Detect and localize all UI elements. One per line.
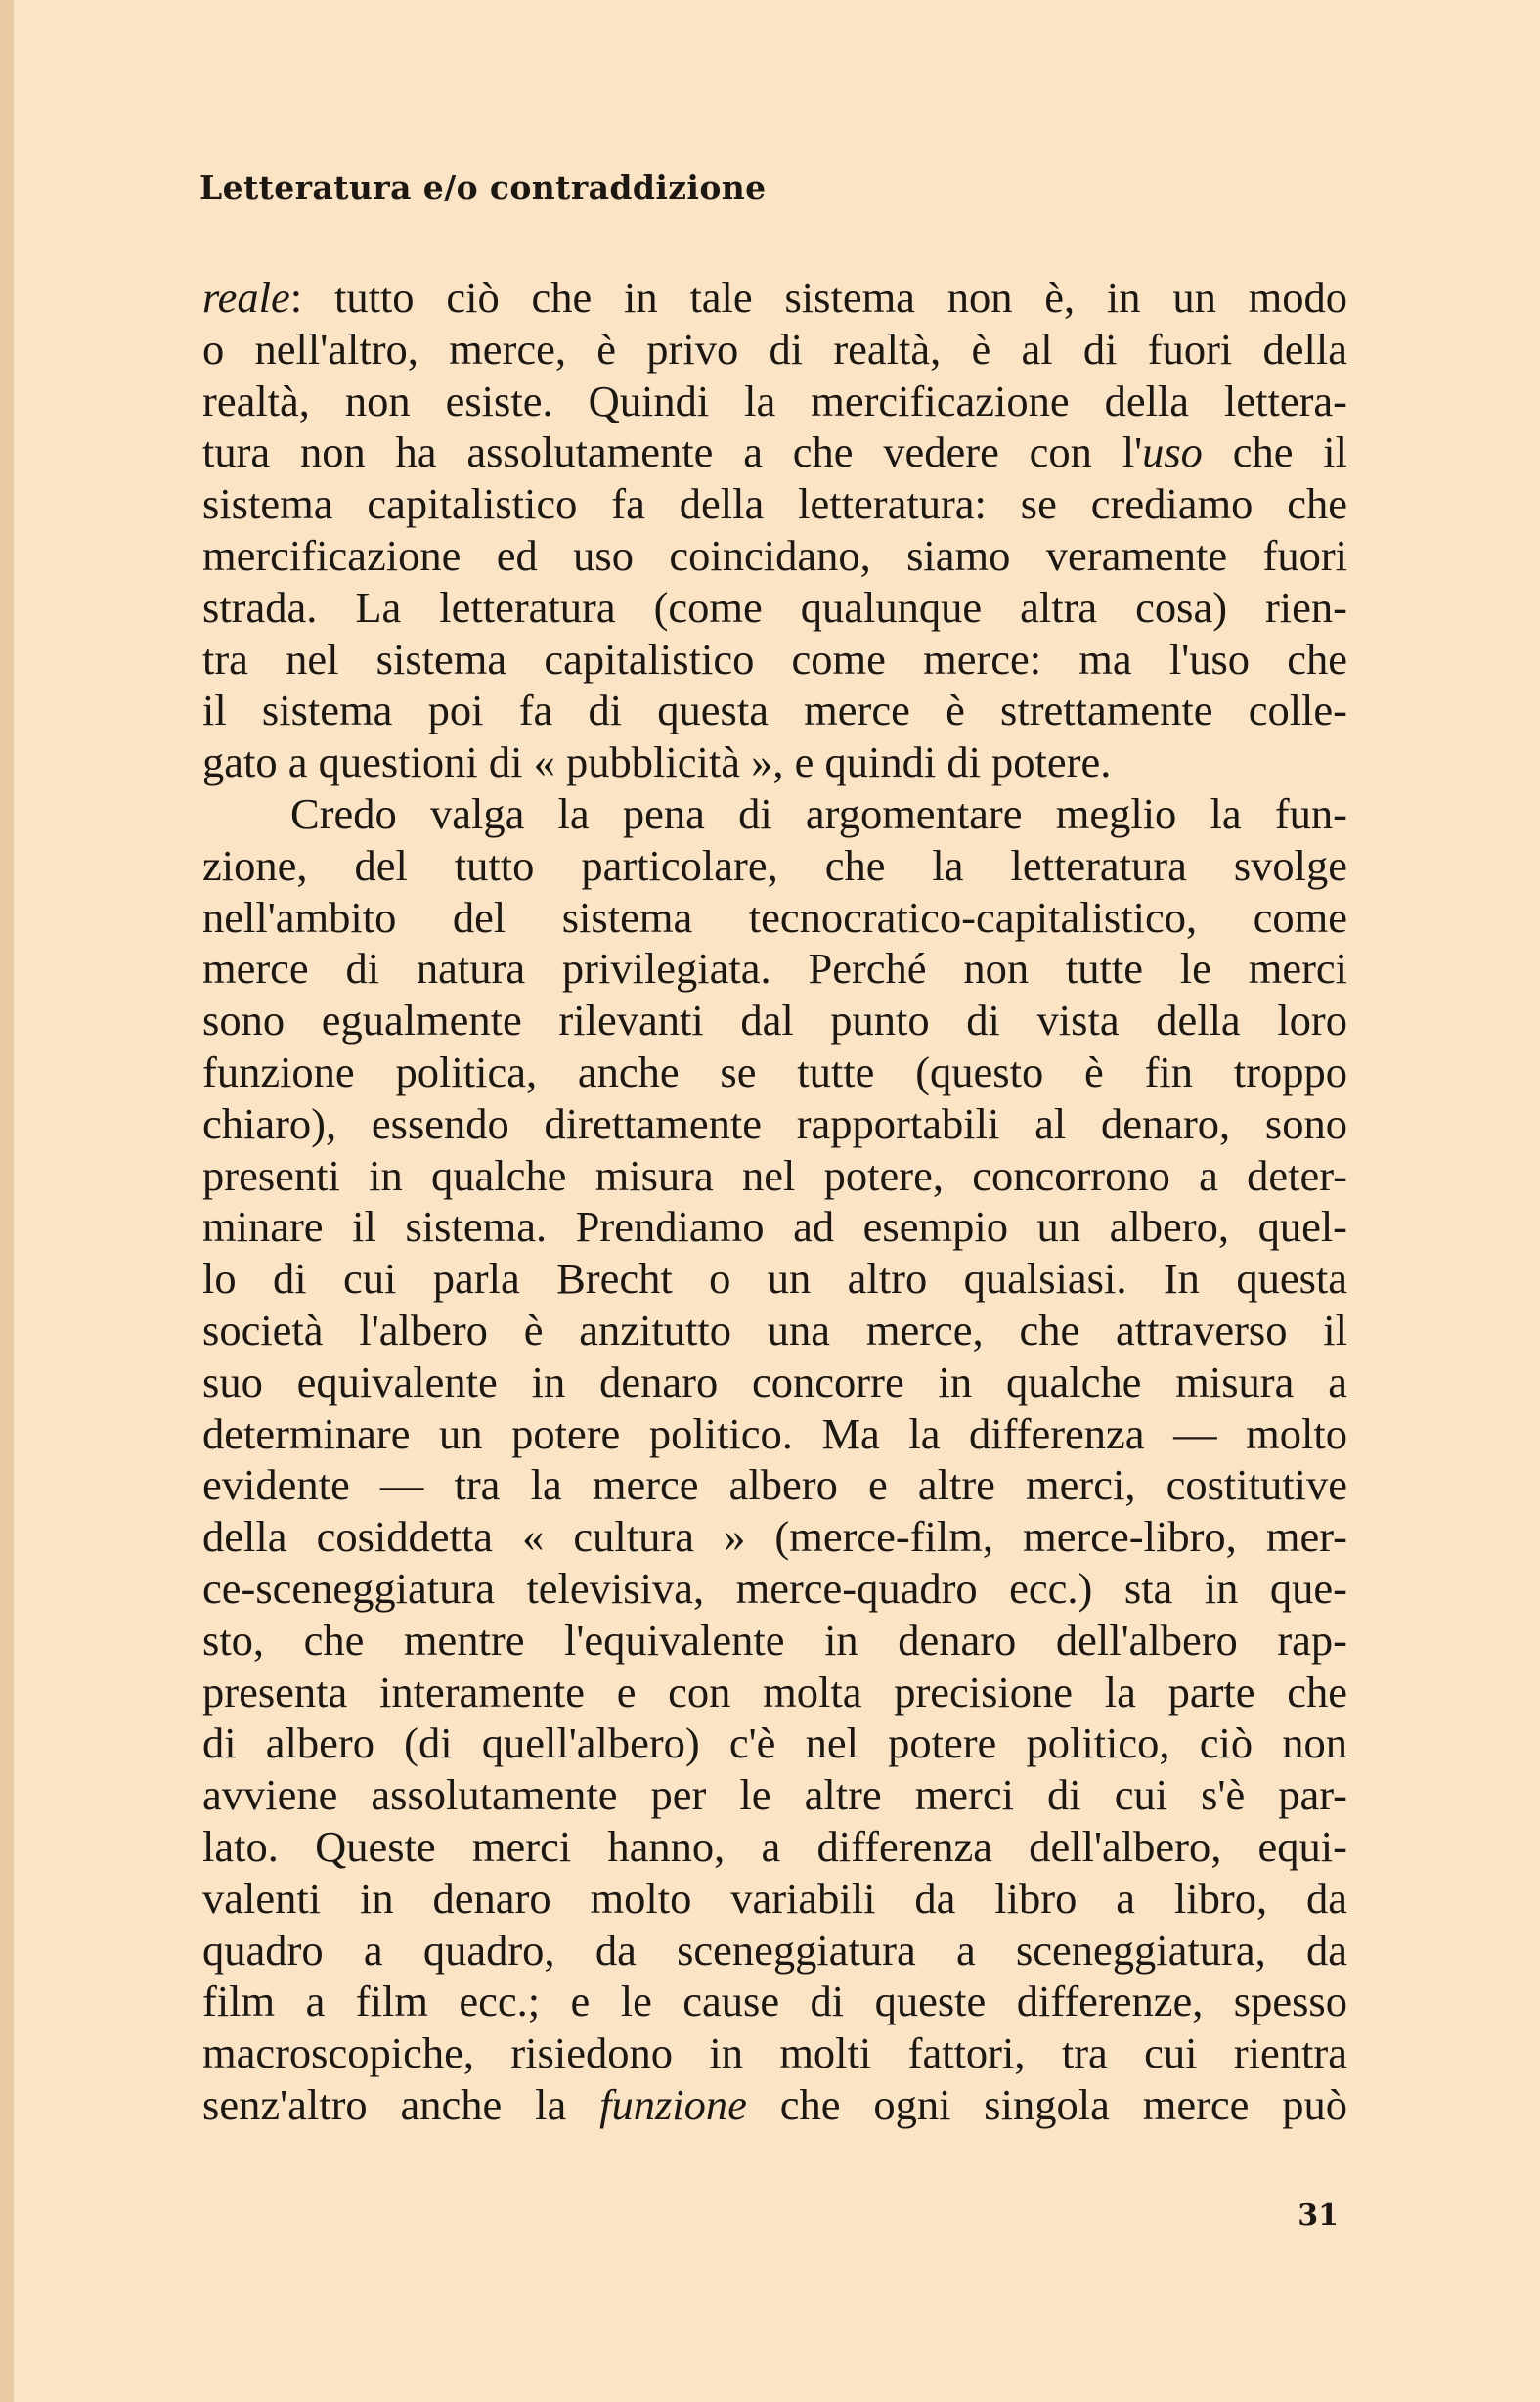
text-line: mercificazione ed uso coincidano, siamo veramente fuori (202, 530, 1347, 580)
text-line: lato. Queste merci hanno, a differenza dell'albero, equi- (202, 1821, 1347, 1871)
text-line: chiaro), essendo direttamente rapportabili al denaro, sono (202, 1098, 1347, 1148)
text-line: senz'altro anche la funzione che ogni singola merce può (202, 2079, 1347, 2129)
text-line: macroscopiche, risiedono in molti fattori, tra cui rientra (202, 2028, 1347, 2078)
text-line: film a film ecc.; e le cause di queste differenze, spesso (202, 1977, 1347, 2026)
text-line: sistema capitalistico fa della letteratura: se crediamo che (202, 479, 1347, 529)
text-line: presenti in qualche misura nel potere, concorrono a deter- (202, 1150, 1347, 1200)
text-line: il sistema poi fa di questa merce è strettamente colle- (202, 686, 1347, 735)
text-line: tura non ha assolutamente a che vedere con l'uso che il (202, 427, 1347, 477)
body-text (202, 272, 1347, 2131)
text-line: merce di natura privilegiata. Perché non tutte le merci (202, 944, 1347, 994)
text-line: reale: tutto ciò che in tale sistema non è, in un modo (202, 273, 1347, 322)
text-line: di albero (di quell'albero) c'è nel potere politico, ciò non (202, 1718, 1347, 1768)
page-number: 31 (1298, 2199, 1339, 2233)
text-line: sto, che mentre l'equivalente in denaro dell'albero rap- (202, 1615, 1347, 1665)
text-line: funzione politica, anche se tutte (questo è fin troppo (202, 1046, 1347, 1096)
text-line: società l'albero è anzitutto una merce, che attraverso il (202, 1305, 1347, 1355)
text-line: zione, del tutto particolare, che la letteratura svolge (202, 840, 1347, 890)
running-header: Letteratura e/o contraddizione (199, 168, 767, 206)
text-line: evidente — tra la merce albero e altre merci, costitutive (202, 1460, 1347, 1510)
text-line: suo equivalente in denaro concorre in qualche misura a (202, 1357, 1347, 1406)
text-line: valenti in denaro molto variabili da libro a libro, da (202, 1873, 1347, 1923)
text-line: gato a questioni di « pubblicità », e quindi di potere. (202, 737, 1112, 787)
text-line: avviene assolutamente per le altre merci di cui s'è par- (202, 1770, 1347, 1820)
text-line: sono egualmente rilevanti dal punto di vista della loro (202, 996, 1347, 1045)
text-line: presenta interamente e con molta precisione la parte che (202, 1667, 1347, 1716)
text-line: lo di cui parla Brecht o un altro qualsiasi. In questa (202, 1254, 1347, 1304)
text-line: della cosiddetta « cultura » (merce-film, merce-libro, mer- (202, 1512, 1347, 1562)
text-line: tra nel sistema capitalistico come merce: ma l'uso che (202, 634, 1347, 684)
text-line: strada. La letteratura (come qualunque altra cosa) rien- (202, 582, 1347, 632)
text-line: realtà, non esiste. Quindi la mercificazione della lettera- (202, 376, 1347, 425)
text-line: ce-sceneggiatura televisiva, merce-quadro ecc.) sta in que- (202, 1563, 1347, 1613)
text-line: nell'ambito del sistema tecnocratico-capitalistico, come (202, 892, 1347, 942)
text-line: minare il sistema. Prendiamo ad esempio un albero, quel- (202, 1202, 1347, 1252)
text-line: Credo valga la pena di argomentare meglio la fun- (290, 788, 1347, 838)
text-line: determinare un potere politico. Ma la differenza — molto (202, 1408, 1347, 1458)
text-line: quadro a quadro, da sceneggiatura a sceneggiatura, da (202, 1925, 1347, 1975)
text-line: o nell'altro, merce, è privo di realtà, è al di fuori della (202, 324, 1347, 374)
